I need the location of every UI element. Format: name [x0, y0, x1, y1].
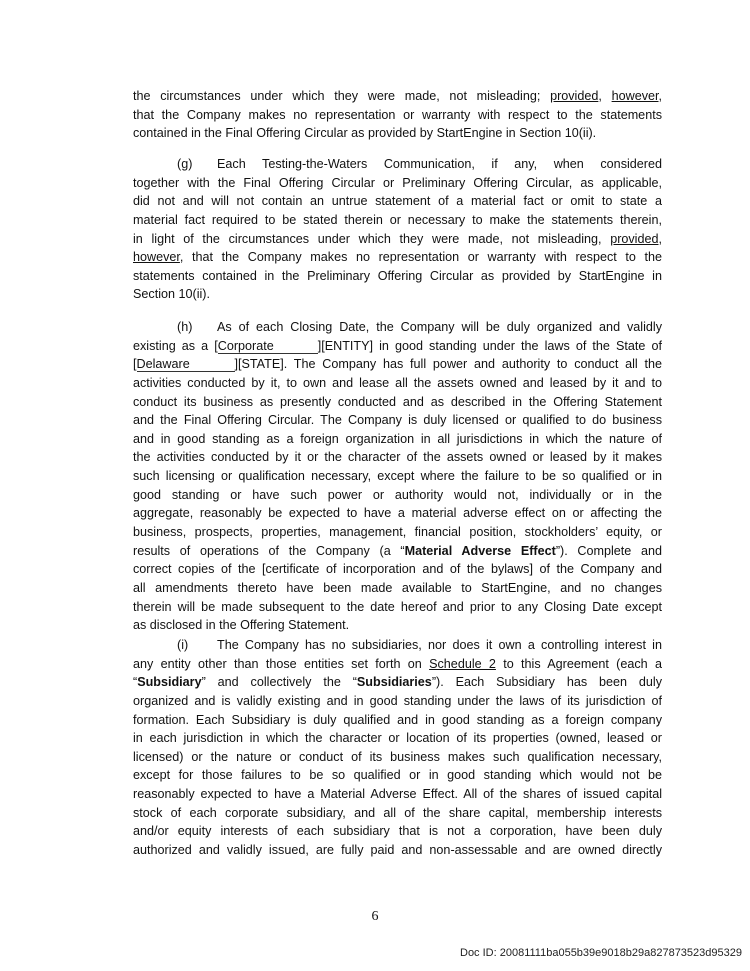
- text-line: [133, 711, 662, 730]
- text-line: [133, 267, 662, 286]
- text-line: [133, 430, 662, 449]
- text-line: [133, 486, 662, 505]
- text-line: [133, 248, 662, 267]
- text-segment: The Company has no subsidiaries, nor does it own a controlling interest in: [217, 638, 662, 652]
- text-segment: ][ENTITY] in good standing under the laws of the State of: [317, 338, 662, 353]
- text-segment: existing as a [: [133, 338, 218, 353]
- text-segment: in each jurisdiction in which the character or location of its properties (owned, leased or: [133, 731, 662, 746]
- text-line: [133, 804, 662, 823]
- defined-term: Subsidiary: [137, 675, 202, 690]
- doc-id: Doc ID: 20081111ba055b39e9018b29a827873523d95329: [460, 947, 742, 959]
- text-segment: As of each Closing Date, the Company will be duly organized and validly: [217, 320, 662, 334]
- text-segment: ][STATE]. The Company has full power and authority to conduct all the: [234, 357, 662, 372]
- text-line: [133, 230, 662, 249]
- underlined-term: provided: [610, 231, 659, 246]
- paragraph-continued: [133, 87, 662, 143]
- text-line: [133, 692, 662, 711]
- text-line: [133, 748, 662, 767]
- text-segment: together with the Final Offering Circular or Preliminary Offering Circular, as applicable,: [133, 175, 662, 190]
- text-segment: activities conducted by it, to own and lease all the assets owned and leased by it and to: [133, 375, 662, 390]
- defined-term: Material Adverse Effect: [404, 543, 556, 558]
- text-segment: ,: [598, 89, 612, 103]
- text-line: [133, 174, 662, 193]
- section-label: (h): [177, 320, 193, 334]
- text-line: [133, 211, 662, 230]
- text-segment: licensed) or the nature or conduct of its business makes such qualification necessary,: [133, 749, 662, 764]
- text-segment: except for those failures to be so qualified or in good standing which would not be: [133, 768, 662, 783]
- text-line: [133, 285, 662, 304]
- text-line: [133, 636, 662, 655]
- paragraph-h: [133, 318, 662, 635]
- text-segment: statements contained in the Preliminary Offering Circular as provided by StartEngine in: [133, 268, 662, 283]
- text-segment: correct copies of the [certificate of incorporation and of the bylaws] of the Company and: [133, 562, 662, 577]
- text-segment: therein will be made subsequent to the date hereof and prior to any Closing Date except: [133, 599, 662, 614]
- text-line: [133, 655, 662, 674]
- text-line: [133, 822, 662, 841]
- section-label: (g): [177, 157, 193, 171]
- text-segment: as disclosed in the Offering Statement.: [133, 618, 350, 633]
- text-segment: organized and is validly existing and in good standing under the laws of its jurisdiction of: [133, 693, 662, 708]
- text-line: [133, 560, 662, 579]
- text-line: [133, 87, 662, 106]
- text-line: [133, 729, 662, 748]
- text-segment: “: [133, 675, 138, 690]
- text-line: [133, 673, 662, 692]
- text-segment: such licensing or qualification necessary, except where the failure to be so qualified or in: [133, 469, 662, 484]
- text-segment: formation. Each Subsidiary is duly qualified and in good standing as a foreign company: [133, 712, 662, 727]
- text-line: [133, 124, 662, 143]
- underlined-term: provided: [550, 89, 599, 103]
- text-segment: ”). Complete and: [555, 543, 662, 558]
- text-segment: reasonably expected to have a Material Adverse Effect. All of the shares of issued capital: [133, 787, 662, 802]
- paragraph-i: [133, 636, 662, 860]
- text-line: [133, 337, 662, 356]
- text-segment: Section 10(ii).: [133, 287, 210, 302]
- text-line: [133, 616, 662, 635]
- text-segment: material fact required to be stated therein or necessary to make the statements therein,: [133, 212, 662, 227]
- text-line: [133, 542, 662, 561]
- text-segment: [: [133, 357, 137, 372]
- text-line: [133, 579, 662, 598]
- text-segment: and in good standing as a foreign organization in all jurisdictions in which the nature of: [133, 431, 662, 446]
- text-line: [133, 448, 662, 467]
- text-line: [133, 318, 662, 337]
- text-line: [133, 355, 662, 374]
- text-segment: all amendments thereto have been made available to StartEngine, and no changes: [133, 580, 662, 595]
- text-segment: ,: [658, 231, 662, 246]
- text-segment: ”). Each Subsidiary has been duly: [431, 675, 662, 690]
- text-line: [133, 523, 662, 542]
- text-segment: ” and collectively the “: [201, 675, 357, 690]
- text-line: [133, 785, 662, 804]
- text-segment: good standing or have such power or authority would not, individually or in the: [133, 487, 662, 502]
- text-segment: ,: [658, 89, 662, 103]
- text-line: [133, 766, 662, 785]
- state-form-field[interactable]: Delaware: [137, 357, 235, 372]
- section-label: (i): [177, 638, 189, 652]
- paragraph-g: [133, 155, 662, 304]
- text-segment: in light of the circumstances under which they were made, not misleading,: [133, 231, 611, 246]
- text-line: [133, 598, 662, 617]
- text-segment: did not and will not contain an untrue statement of a material fact or omit to state a: [133, 194, 662, 209]
- page-number: 6: [371, 909, 379, 924]
- text-segment: that the Company makes no representation or warranty with respect to the statements: [133, 107, 662, 122]
- text-segment: to this Agreement (each a: [495, 656, 662, 671]
- underlined-term: however: [611, 89, 659, 103]
- text-line: [133, 106, 662, 125]
- entity-form-field[interactable]: Corporate: [218, 339, 318, 354]
- text-segment: stock of each corporate subsidiary, and all of the share capital, membership interests: [133, 805, 662, 820]
- text-segment: contained in the Final Offering Circular as provided by StartEngine in Section 10(ii).: [133, 126, 597, 141]
- text-line: [133, 393, 662, 412]
- text-segment: results of operations of the Company (a “: [133, 543, 405, 558]
- text-segment: the circumstances under which they were made, not misleading;: [133, 89, 551, 103]
- text-segment: the activities conducted by it or the character of the assets owned or leased by it makes: [133, 450, 662, 465]
- text-segment: business, prospects, properties, management, financial position, stockholders’ equity, or: [133, 525, 662, 540]
- text-line: [133, 467, 662, 486]
- text-line: [133, 504, 662, 523]
- text-line: [133, 192, 662, 211]
- text-segment: and the Final Offering Circular. The Company is duly licensed or qualified to do business: [133, 413, 662, 428]
- defined-term: Subsidiaries: [356, 675, 432, 690]
- text-line: [133, 374, 662, 393]
- text-line: [133, 841, 662, 860]
- text-line: [133, 411, 662, 430]
- text-segment: authorized and validly issued, are fully paid and non-assessable and are owned directly: [133, 843, 662, 858]
- text-line: [133, 155, 662, 174]
- text-segment: conduct its business as presently conducted and as described in the Offering Statement: [133, 394, 662, 409]
- text-segment: Each Testing-the-Waters Communication, if any, when considered: [217, 157, 662, 171]
- text-segment: any entity other than those entities set forth on: [133, 656, 430, 671]
- text-segment: , that the Company makes no representation or warranty with respect to the: [179, 250, 662, 265]
- text-segment: and/or equity interests of each subsidiary that is not a corporation, have been duly: [133, 824, 662, 839]
- underlined-term: Schedule 2: [429, 656, 496, 671]
- text-segment: aggregate, reasonably be expected to have a material adverse effect on or affecting the: [133, 506, 662, 521]
- underlined-term: however: [133, 250, 180, 265]
